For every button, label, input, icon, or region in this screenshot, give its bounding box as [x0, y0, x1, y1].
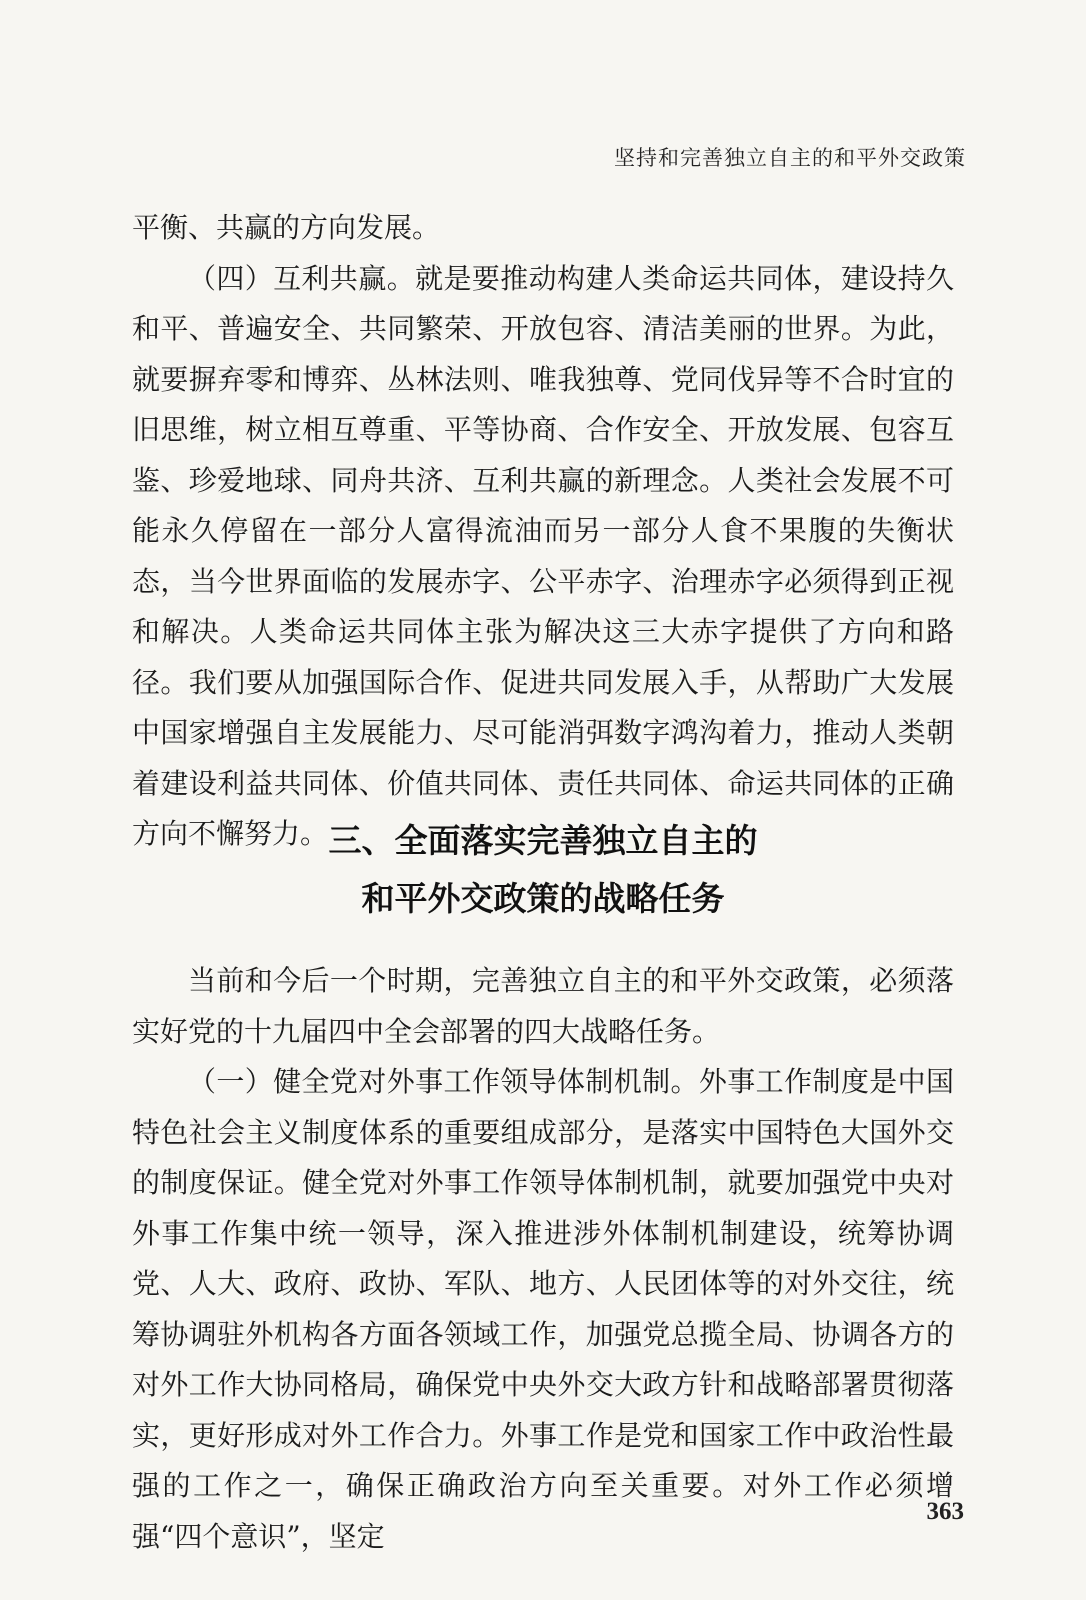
section-heading-line2: 和平外交政策的战略任务 — [361, 879, 725, 918]
page-number: 363 — [926, 1498, 964, 1525]
paragraph-intro: 当前和今后一个时期，完善独立自主的和平外交政策，必须落实好党的十九届四中全会部署的四大战略任务。 — [132, 964, 954, 1048]
section-heading-line1: 三、全面落实完善独立自主的 — [328, 821, 758, 860]
text-block-before-heading — [132, 203, 954, 860]
paragraph-leadership-system: （一）健全党对外事工作领导体制机制。外事工作制度是中国特色社会主义制度体系的重要组成部分，是落实中国特色大国外交的制度保证。健全党对外事工作领导体制机制，就要加强党中央对外事工作集中统一领导，深入推进涉外体制机制建设，统筹协调党、人大、政府、政协、军队、地方、人民团体等的对外交往，统筹协调驻外机构各方面各领域工作，加强党总揽全局、协调各方的对外工作大协同格局，确保党中央外交大政方针和战略部署贯彻落实，更好形成对外工作合力。外事工作是党和国家工作中政治性最强的工作之一，确保正确政治方向至关重要。对外工作必须增强“四个意识”，坚定 — [132, 1065, 954, 1553]
running-header: 坚持和完善独立自主的和平外交政策 — [614, 146, 966, 170]
paragraph-continuation: 平衡、共赢的方向发展。 — [132, 211, 441, 244]
paragraph-mutual-benefit: （四）互利共赢。就是要推动构建人类命运共同体，建设持久和平、普遍安全、共同繁荣、开放包容、清洁美丽的世界。为此，就要摒弃零和博弈、丛林法则、唯我独尊、党同伐异等不合时宜的旧思维，树立相互尊重、平等协商、合作安全、开放发展、包容互鉴、珍爱地球、同舟共济、互利共赢的新理念。人类社会发展不可能永久停留在一部分人富得流油而另一部分人食不果腹的失衡状态，当今世界面临的发展赤字、公平赤字、治理赤字必须得到正视和解决。人类命运共同体主张为解决这三大赤字提供了方向和路径。我们要从加强国际合作、促进共同发展入手，从帮助广大发展中国家增强自主发展能力、尽可能消弭数字鸿沟着力，推动人类朝着建设利益共同体、价值共同体、责任共同体、命运共同体的正确方向不懈努力。 — [132, 261, 954, 850]
text-block-after-heading — [132, 956, 954, 1562]
section-heading — [0, 812, 1086, 928]
